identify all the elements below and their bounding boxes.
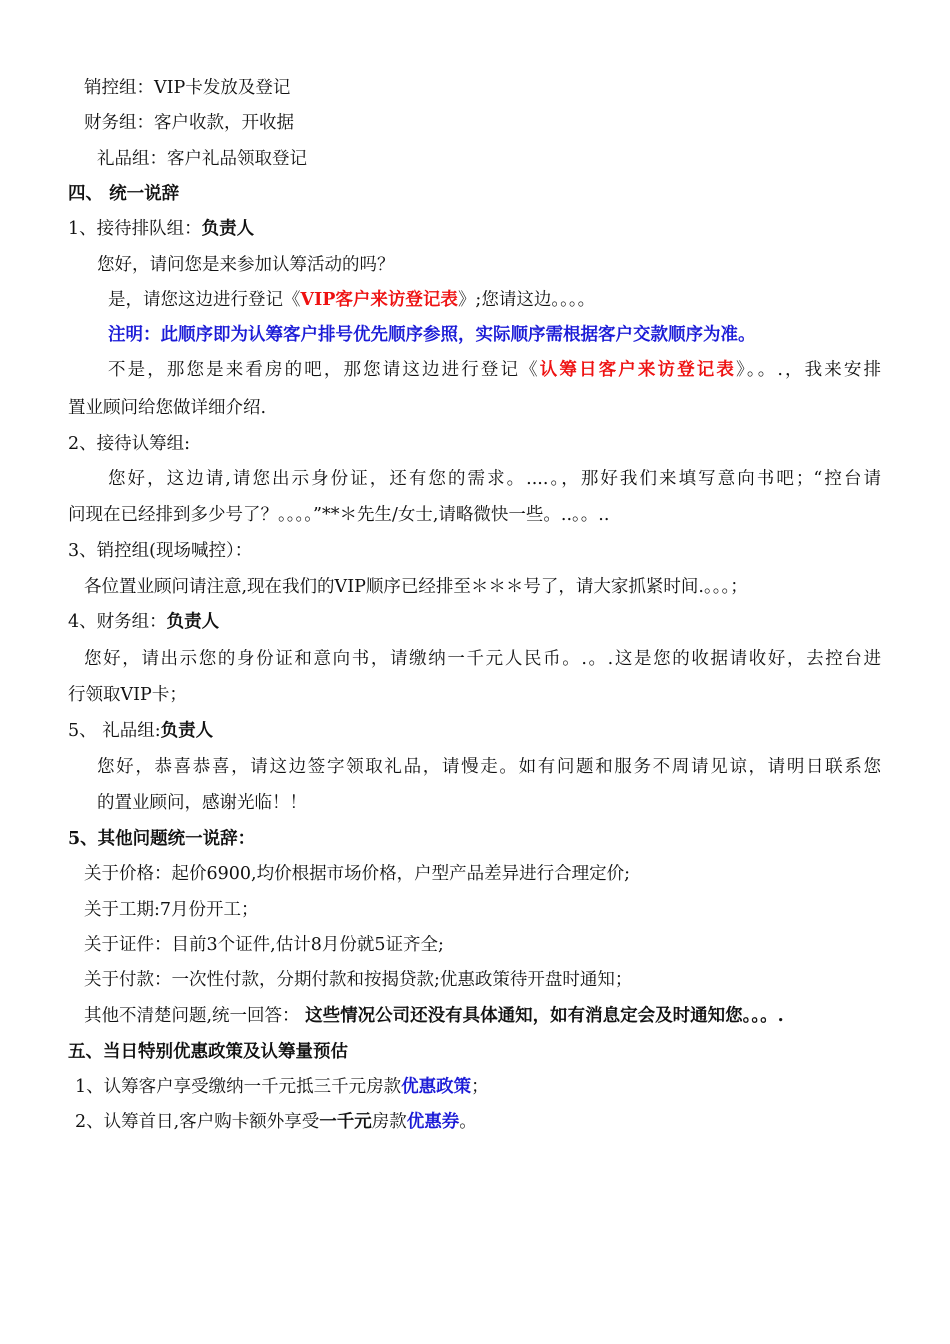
section-heading-4: 四、 统一说辞 (68, 184, 180, 204)
script-line: 行领取VIP卡； (68, 685, 187, 705)
script-line: 您好，请出示您的身份证和意向书，请缴纳一千元人民币。.。.这是您的收据请收好，去控台进 (84, 649, 881, 669)
faq-schedule: 关于工期:7月份开工； (84, 900, 259, 920)
note-line: 注明：此顺序即为认筹客户排号优先顺序参照，实际顺序需根据客户交款顺序为准。 (108, 325, 756, 345)
faq-payment: 关于付款：一次性付款，分期付款和按揭贷款;优惠政策待开盘时通知； (84, 970, 633, 990)
form-name-highlight: 认筹日客户来访登记表 (539, 360, 736, 380)
script-line: 的置业顾问，感谢光临！！ (97, 793, 307, 813)
faq-other: 其他不清楚问题,统一回答： 这些情况公司还没有具体通知，如有消息定会及时通知您。。。. (84, 1006, 784, 1026)
item-1-heading: 1、接待排队组：负责人 (68, 219, 255, 239)
promo-highlight: 优惠政策 (401, 1077, 472, 1097)
script-line: 各位置业顾问请注意,现在我们的VIP顺序已经排至＊＊＊号了，请大家抓紧时间.。。。； (84, 577, 748, 597)
faq-price: 关于价格：起价6900,均价根据市场价格，户型产品差异进行合理定价; (84, 864, 630, 884)
section-heading-5: 五、当日特别优惠政策及认筹量预估 (68, 1042, 348, 1062)
other-questions-heading: 5、其他问题统一说辞： (68, 829, 256, 849)
promo-item-1: 1、认筹客户享受缴纳一千元抵三千元房款优惠政策； (75, 1077, 489, 1097)
person-in-charge-label: 负责人 (166, 612, 220, 632)
person-in-charge-label: 负责人 (160, 721, 214, 741)
script-line: 您好，请问您是来参加认筹活动的吗？ (97, 255, 395, 275)
promo-item-2: 2、认筹首日,客户购卡额外享受一千元房款优惠券。 (75, 1112, 477, 1132)
form-name-highlight: VIP客户来访登记表 (300, 290, 458, 310)
line-finance-role: 财务组：客户收款，开收据 (84, 113, 294, 133)
script-line: 您好，这边请,请您出示身份证，还有您的需求。....。，那好我们来填写意向书吧；“控台请 (108, 469, 881, 489)
line-sales-control-role: 销控组：VIP卡发放及登记 (84, 78, 291, 98)
script-line: 是，请您这边进行登记《VIP客户来访登记表》;您请这边。。。。 (108, 290, 596, 310)
item-3-heading: 3、销控组(现场喊控）： (68, 541, 253, 561)
item-2-heading: 2、接待认筹组: (68, 434, 191, 454)
script-line: 不是，那您是来看房的吧，那您请这边进行登记《认筹日客户来访登记表》。。.，我来安排 (108, 360, 882, 380)
item-5-heading: 5、 礼品组:负责人 (68, 721, 214, 741)
item-4-heading: 4、财务组：负责人 (68, 612, 220, 632)
amount-highlight: 一千元 (319, 1112, 372, 1132)
script-line: 置业顾问给您做详细介绍. (68, 398, 267, 418)
script-line: 问现在已经排到多少号了？。。。。”**＊先生/女士,请略微快一些。..。。.. (68, 505, 610, 525)
script-line: 您好，恭喜恭喜，请这边签字领取礼品，请慢走。如有问题和服务不周请见谅，请明日联系您 (97, 757, 881, 777)
person-in-charge-label: 负责人 (201, 219, 255, 239)
line-gift-role: 礼品组：客户礼品领取登记 (97, 149, 307, 169)
faq-certificates: 关于证件：目前3个证件,估计8月份就5证齐全; (84, 935, 444, 955)
promo-highlight: 优惠券 (406, 1112, 460, 1132)
standard-answer: 这些情况公司还没有具体通知，如有消息定会及时通知您。。。. (305, 1006, 784, 1026)
